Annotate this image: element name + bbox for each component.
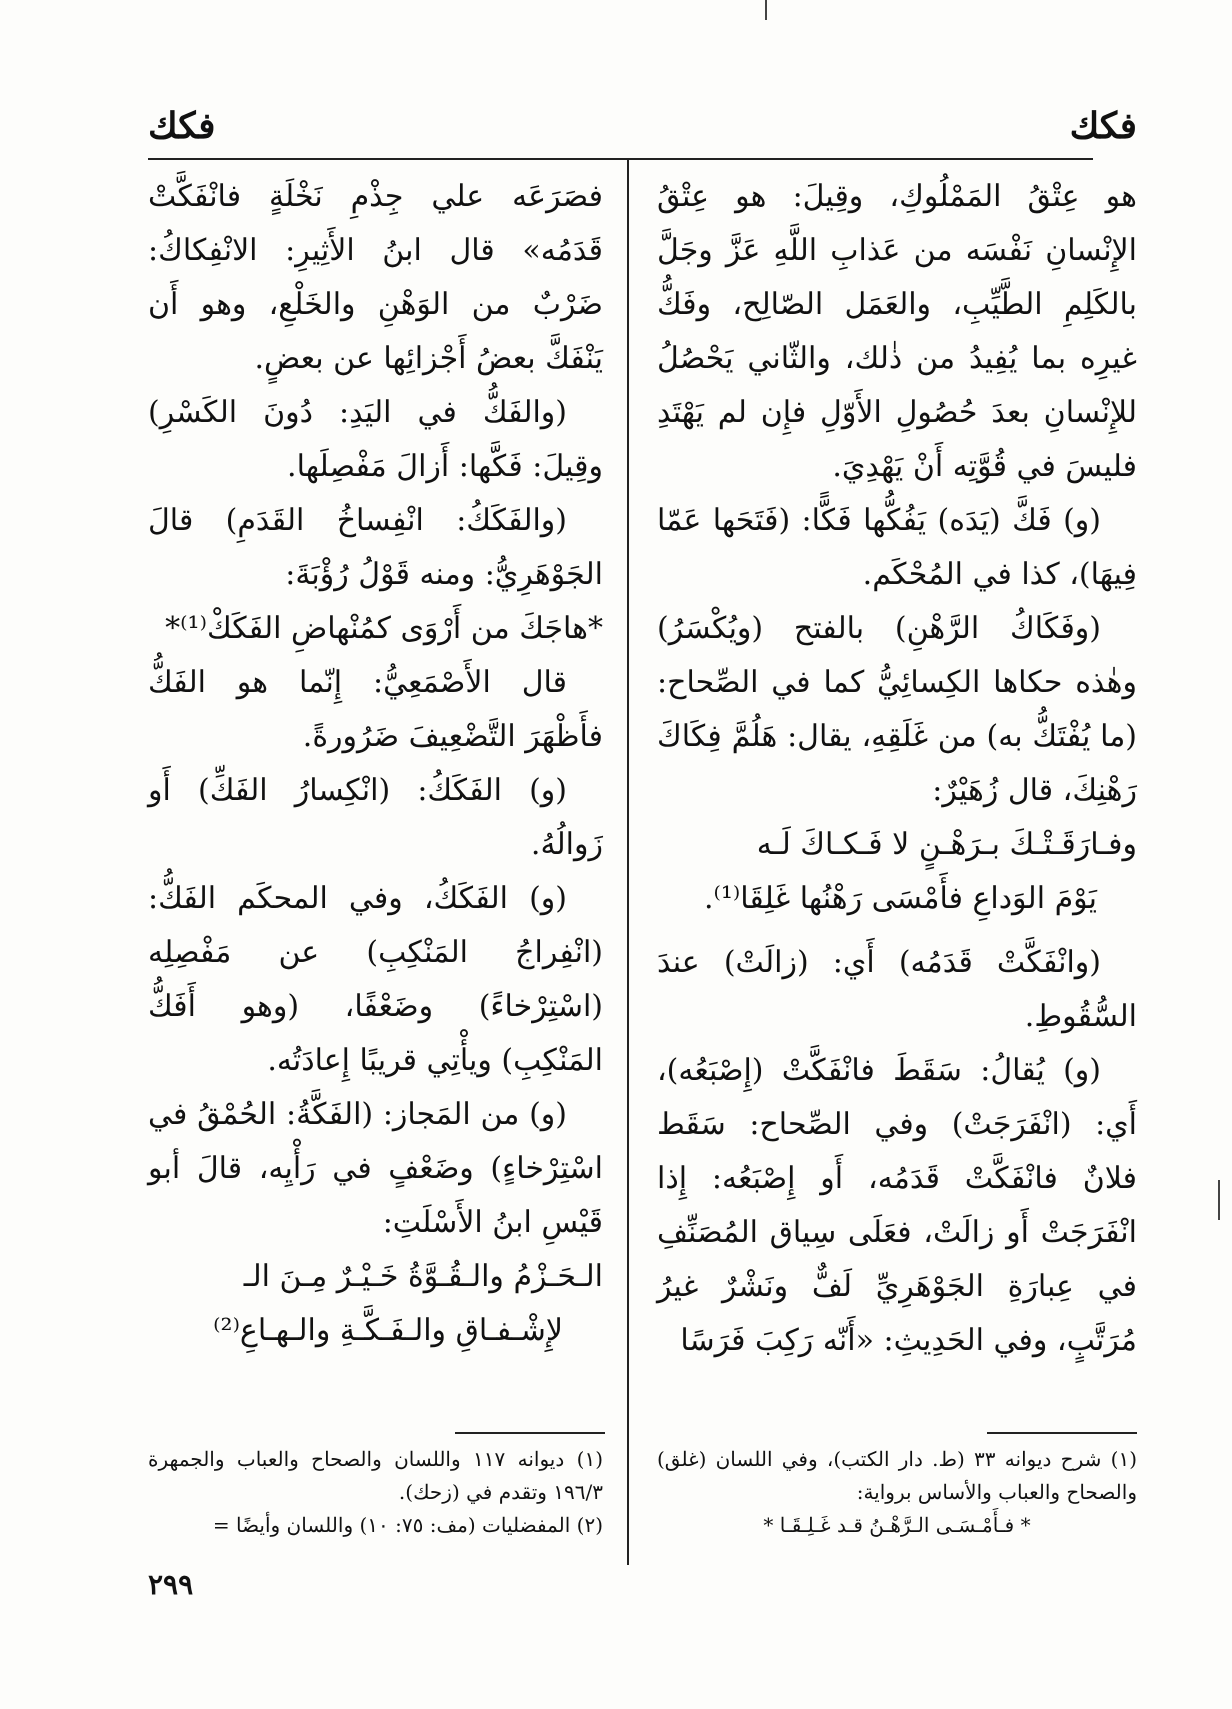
scan-mark xyxy=(1218,1180,1220,1220)
verse-line: *هاجَكَ من أَرْوَى كمُنْهاضِ الفَكَكْ⁽¹⁾* xyxy=(165,611,603,646)
footnote: (١) شرح ديوانه ٣٣ (ط. دار الكتب)، وفي اللسان (غلق) والصحاح والعباب والأساس برواية: xyxy=(657,1447,1137,1504)
paragraph: (و) الفَكَكُ، وفي المحكَم الفَكُّ: (انْفِراجُ المَنْكِبِ) عن مَفْصِلِه (اسْتِرْخاءً) وضَعْفًا، (وهو أَفَكُّ المَنْكِبِ) ويأْتِي قريبًا إِعادَتُه. xyxy=(148,881,603,1078)
page-number: ٢٩٩ xyxy=(148,1568,194,1601)
footnotes-right xyxy=(657,1443,1137,1542)
paragraph: قال الأَصْمَعِيُّ: إِنّما هو الفَكُّ فأَظْهَرَ التَّضْعِيفَ ضَرُورةً. xyxy=(148,665,603,754)
footnote-rule xyxy=(455,1432,605,1434)
verse-line: يَوْمَ الوَداعِ فأَمْسَى رَهْنُها غَلِقَا⁽¹⁾. xyxy=(703,881,1097,916)
paragraph: (والفَكَكُ: انْفِساخُ القَدَمِ) قالَ الجَوْهَرِيُّ: ومنه قَوْلُ رُؤْبَةَ: xyxy=(148,503,603,592)
paragraph: (وانْفَكَّتْ قَدَمُه) أَي: (زالَتْ) عندَ السُّقُوطِ. xyxy=(657,945,1137,1034)
footnote-verse: * فـأَمْـسَـى الـرَّهْـنُ قـد غَـلِـقَـا * xyxy=(763,1513,1031,1537)
paragraph: (و) من المَجاز: (الفَكَّةُ: الحُمْقُ في اسْتِرْخاءٍ) وضَعْفٍ في رَأْيِه، قالَ أبو قَيْسِ ابنُ الأَسْلَتِ: xyxy=(148,1097,603,1240)
scan-mark xyxy=(765,0,767,20)
footnote-rule xyxy=(987,1432,1137,1434)
verse-line: الـحَـزْمُ والـقُـوَّةُ خَـيْـرٌ مِـنَ الـ xyxy=(243,1259,603,1294)
paragraph: فصَرَعَه علي جِذْمِ نَخْلَةٍ فانْفَكَّتْ قَدَمُه» قال ابنُ الأَثِيرِ: الانْفِكاكُ: ضَرْبٌ من الوَهْنِ والخَلْعِ، وهو أَن يَنْفَكَّ بعضُ أَجْزائِها عن بعضٍ. xyxy=(148,179,603,376)
header-rule xyxy=(148,158,1093,160)
paragraph: هو عِتْقُ المَمْلُوكِ، وقِيلَ: هو عِتْقُ الإِنْسانِ نَفْسَه من عَذابِ اللَّهِ عَزَّ وجَلَّ بالكَلِمِ الطَّيِّبِ، والعَمَل الصّالِح، وفَكُّ غيرِه بما يُفِيدُ من ذٰلك، والثّاني يَحْصُلُ للإِنْسانِ بعدَ حُصُولِ الأَوّلِ فإِن لم يَهْتَدِ فليسَ في قُوَّتِه أَنْ يَهْدِيَ. xyxy=(657,179,1137,484)
verse-line: وفـارَقَـتْـكَ بـرَهْـنٍ لا فَـكـاكَ لَـه xyxy=(756,827,1137,862)
footnote: (٢) المفضليات (مف: ٧٥: ١٠) واللسان وأيضًا = xyxy=(212,1513,603,1537)
paragraph: (و) يُقالُ: سَقَطَ فانْفَكَّتْ (إِصْبَعُه)، أَي: (انْفَرَجَتْ) وفي الصِّحاح: سَقَط فلانٌ فانْفَكَّتْ قَدَمُه، أَو إِصْبَعُه: إِذا انْفَرَجَتْ أَو زالَتْ، فعَلَى سِياق المُصَنِّفِ في عِبارَةِ الجَوْهَرِيِّ لَفٌّ ونَشْرٌ غيرُ مُرَتَّبٍ، وفي الحَدِيثِ: «أَنّه رَكِبَ فَرَسًا xyxy=(657,1053,1137,1358)
paragraph: (والفَكُّ في اليَدِ: دُونَ الكَسْرِ) وقِيلَ: فَكَّها: أَزالَ مَفْصِلَها. xyxy=(148,395,603,484)
column-divider xyxy=(627,160,629,1565)
left-column xyxy=(148,170,603,1358)
verse-line: لإِشْـفـاقِ والـفَـكَّـةِ والـهـاعِ⁽²⁾ xyxy=(213,1313,563,1348)
paragraph: (وفَكَاكُ الرَّهْنِ) بالفتح (ويُكْسَرُ) وهٰذه حكاها الكِسائِيُّ كما في الصِّحاح: (ما يُفْتَكُّ به) من غَلَقِهِ، يقال: هَلُمَّ فِكَاكَ رَهْنِكَ، قال زُهَيْرٌ: xyxy=(657,611,1137,808)
running-head-right: فكك xyxy=(1069,105,1137,147)
paragraph: (و) الفَكَكُ: (انْكِسارُ الفَكِّ) أَو زَوالُهُ. xyxy=(148,773,603,862)
paragraph: (و) فَكَّ (يَدَه) يَفُكُّها فَكًّا: (فَتَحَها عَمّا فِيهَا)، كذا في المُحْكَم. xyxy=(657,503,1137,592)
running-head-left: فكك xyxy=(148,105,216,147)
right-column xyxy=(657,170,1137,1368)
footnote: (١) ديوانه ١١٧ واللسان والصحاح والعباب والجمهرة ١٩٦/٣ وتقدم في (زحك). xyxy=(148,1447,603,1504)
footnotes-left xyxy=(148,1443,603,1542)
